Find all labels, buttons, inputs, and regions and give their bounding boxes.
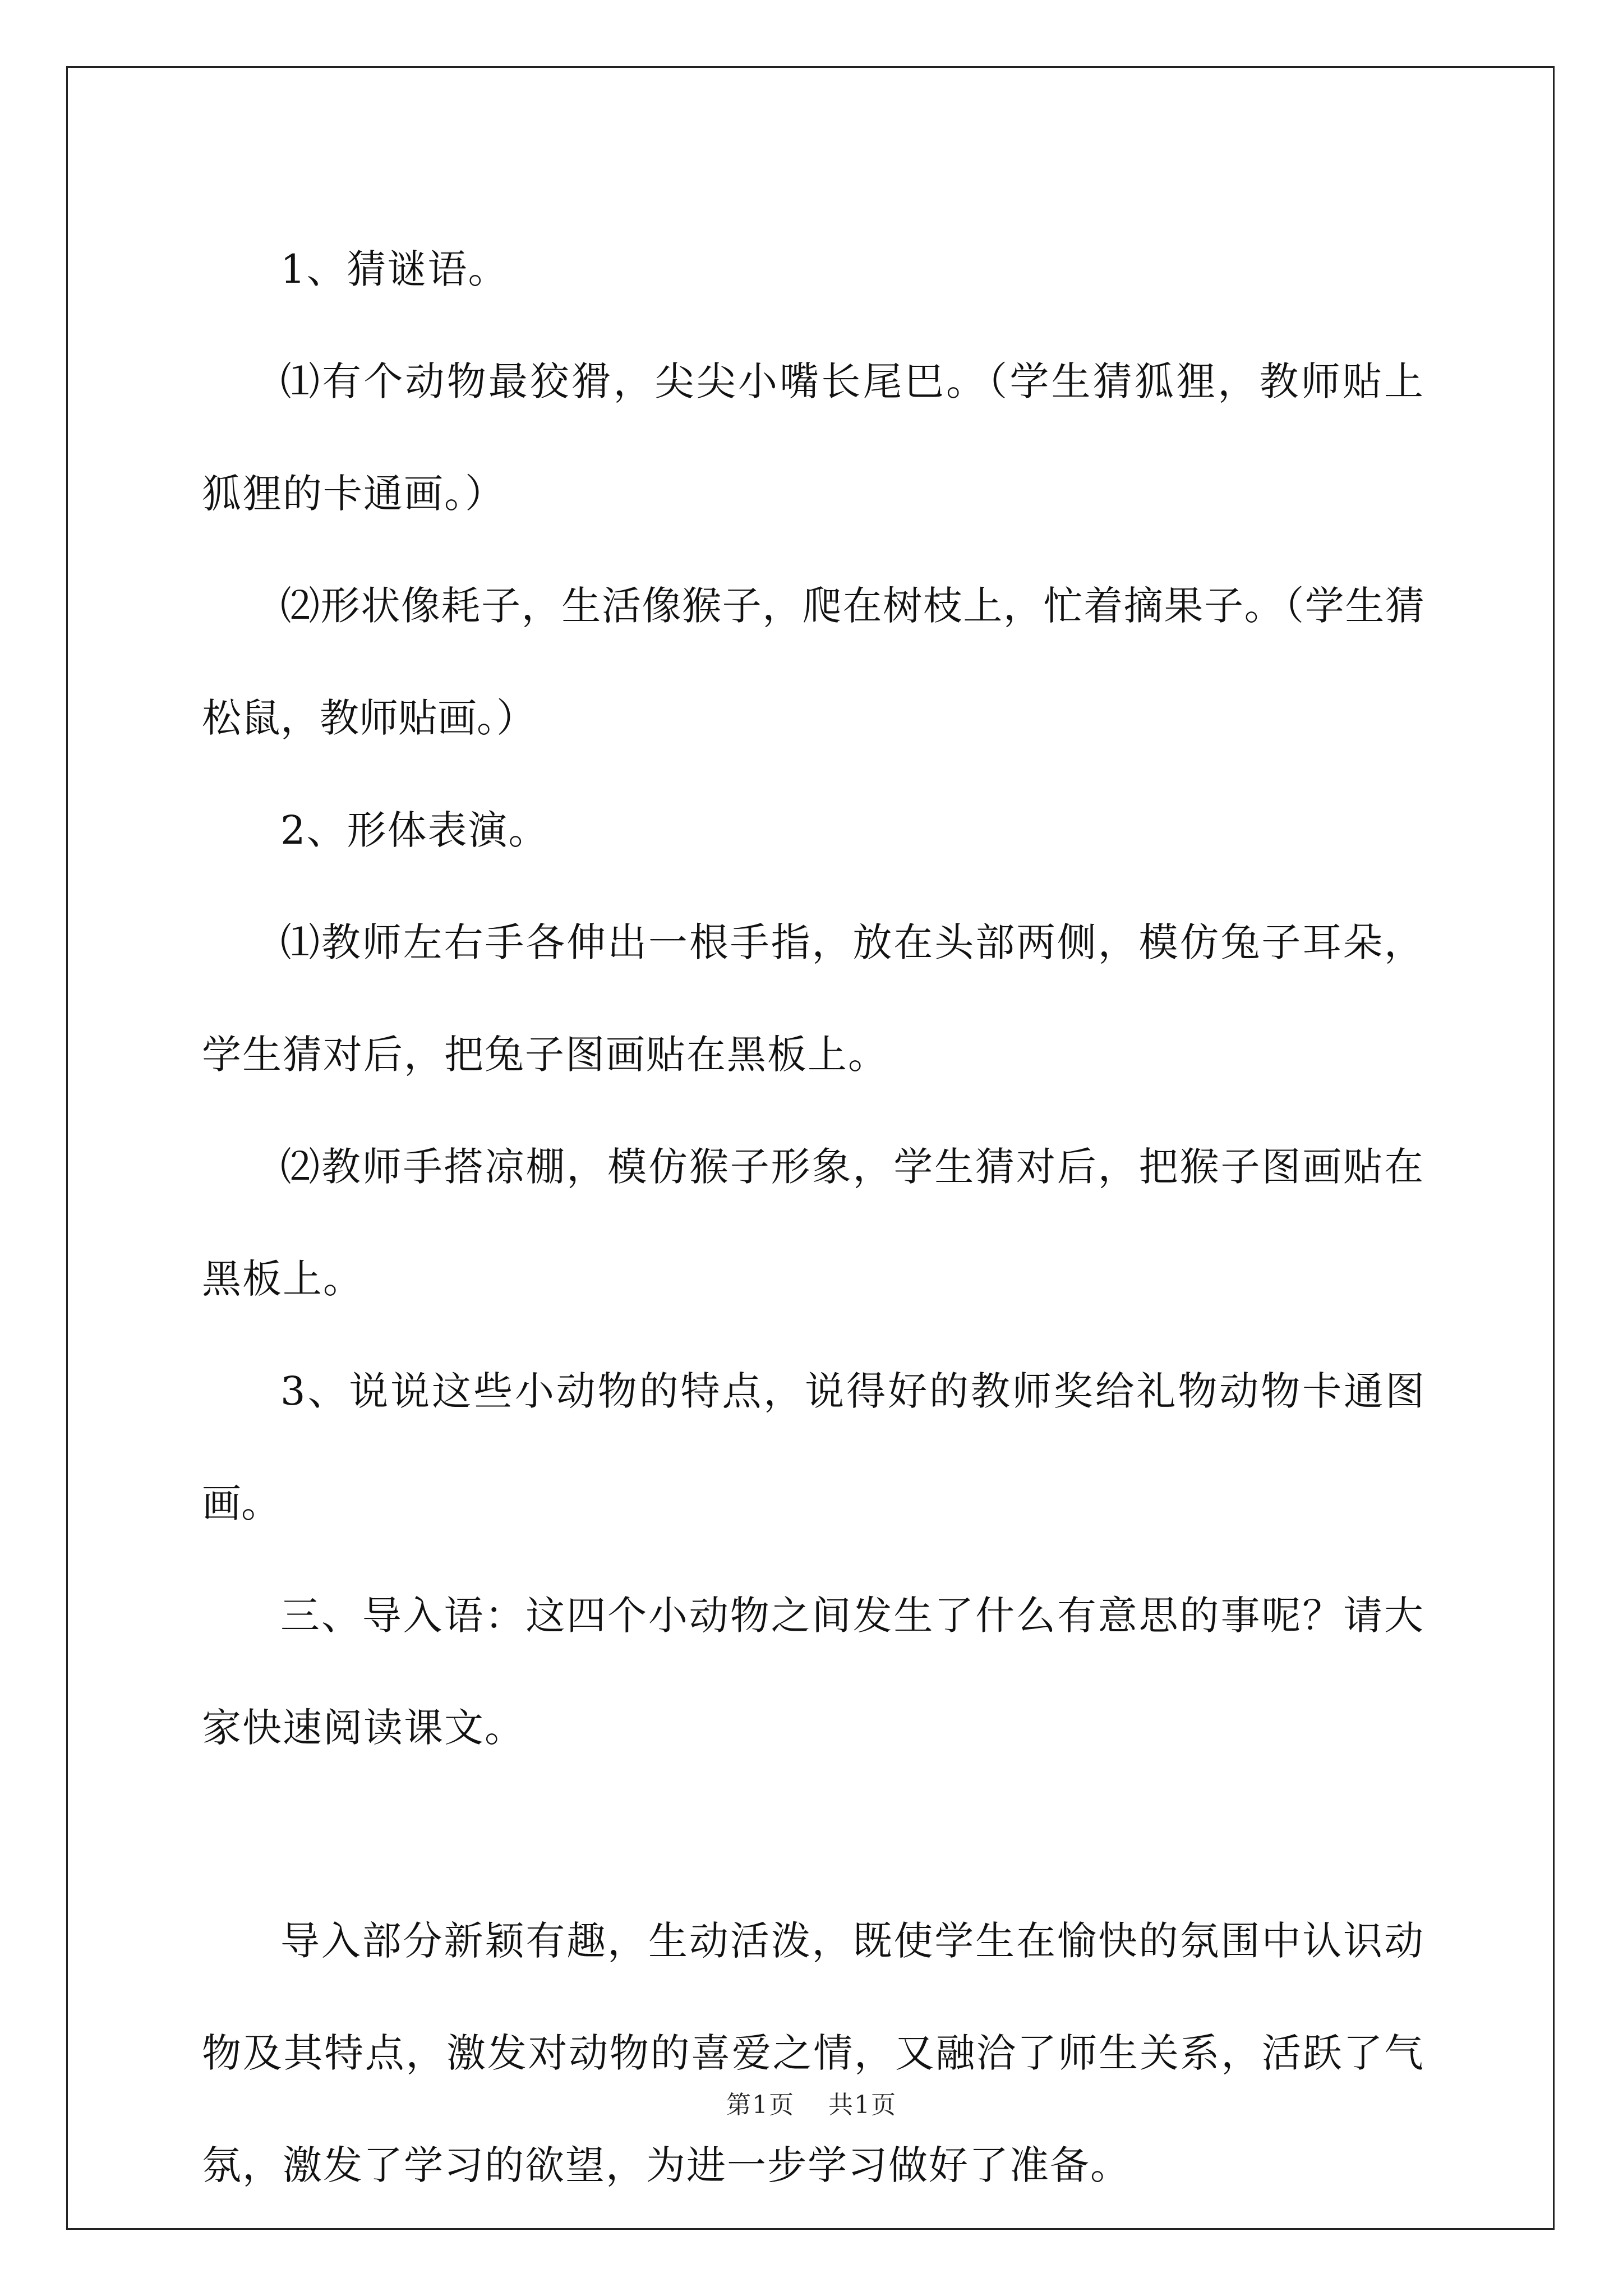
paragraph-animal-features: 3、说说这些小动物的特点，说得好的教师奖给礼物动物卡通图画。 (202, 1368, 1424, 1526)
paragraph-performance-heading: 2、形体表演。 (280, 807, 549, 853)
paragraph-riddle-fox: ⑴有个动物最狡猾，尖尖小嘴长尾巴。（学生猜狐狸，教师贴上狐狸的卡通画。） (202, 358, 1424, 517)
paragraph-performance-monkey: ⑵教师手搭凉棚，模仿猴子形象，学生猜对后，把猴子图画贴在黑板上。 (202, 1144, 1424, 1302)
paragraph-performance-rabbit: ⑴教师左右手各伸出一根手指，放在头部两侧，模仿兔子耳朵，学生猜对后，把兔子图画贴在黑板上。 (202, 919, 1424, 1078)
page-footer (0, 2085, 1623, 2120)
paragraph-riddle-squirrel: ⑵形状像耗子，生活像猴子，爬在树枝上，忙着摘果子。（学生猜松鼠，教师贴画。） (202, 583, 1424, 741)
paragraph-riddle-heading: 1、猜谜语。 (280, 246, 509, 292)
page-number-current: 第1页 (726, 2091, 795, 2119)
paragraph-commentary: 导入部分新颖有趣，生动活泼，既使学生在愉快的氛围中认识动物及其特点，激发对动物的喜爱之情，又融洽了师生关系，活跃了气氛，激发了学习的欲望，为进一步学习做好了准备。 (202, 1918, 1424, 2188)
document-body (202, 213, 1424, 2221)
paragraph-introduction: 三、导入语：这四个小动物之间发生了什么有意思的事呢？请大家快速阅读课文。 (202, 1593, 1424, 1751)
page-number-total: 共1页 (828, 2091, 897, 2119)
section-gap (202, 1784, 1424, 1885)
